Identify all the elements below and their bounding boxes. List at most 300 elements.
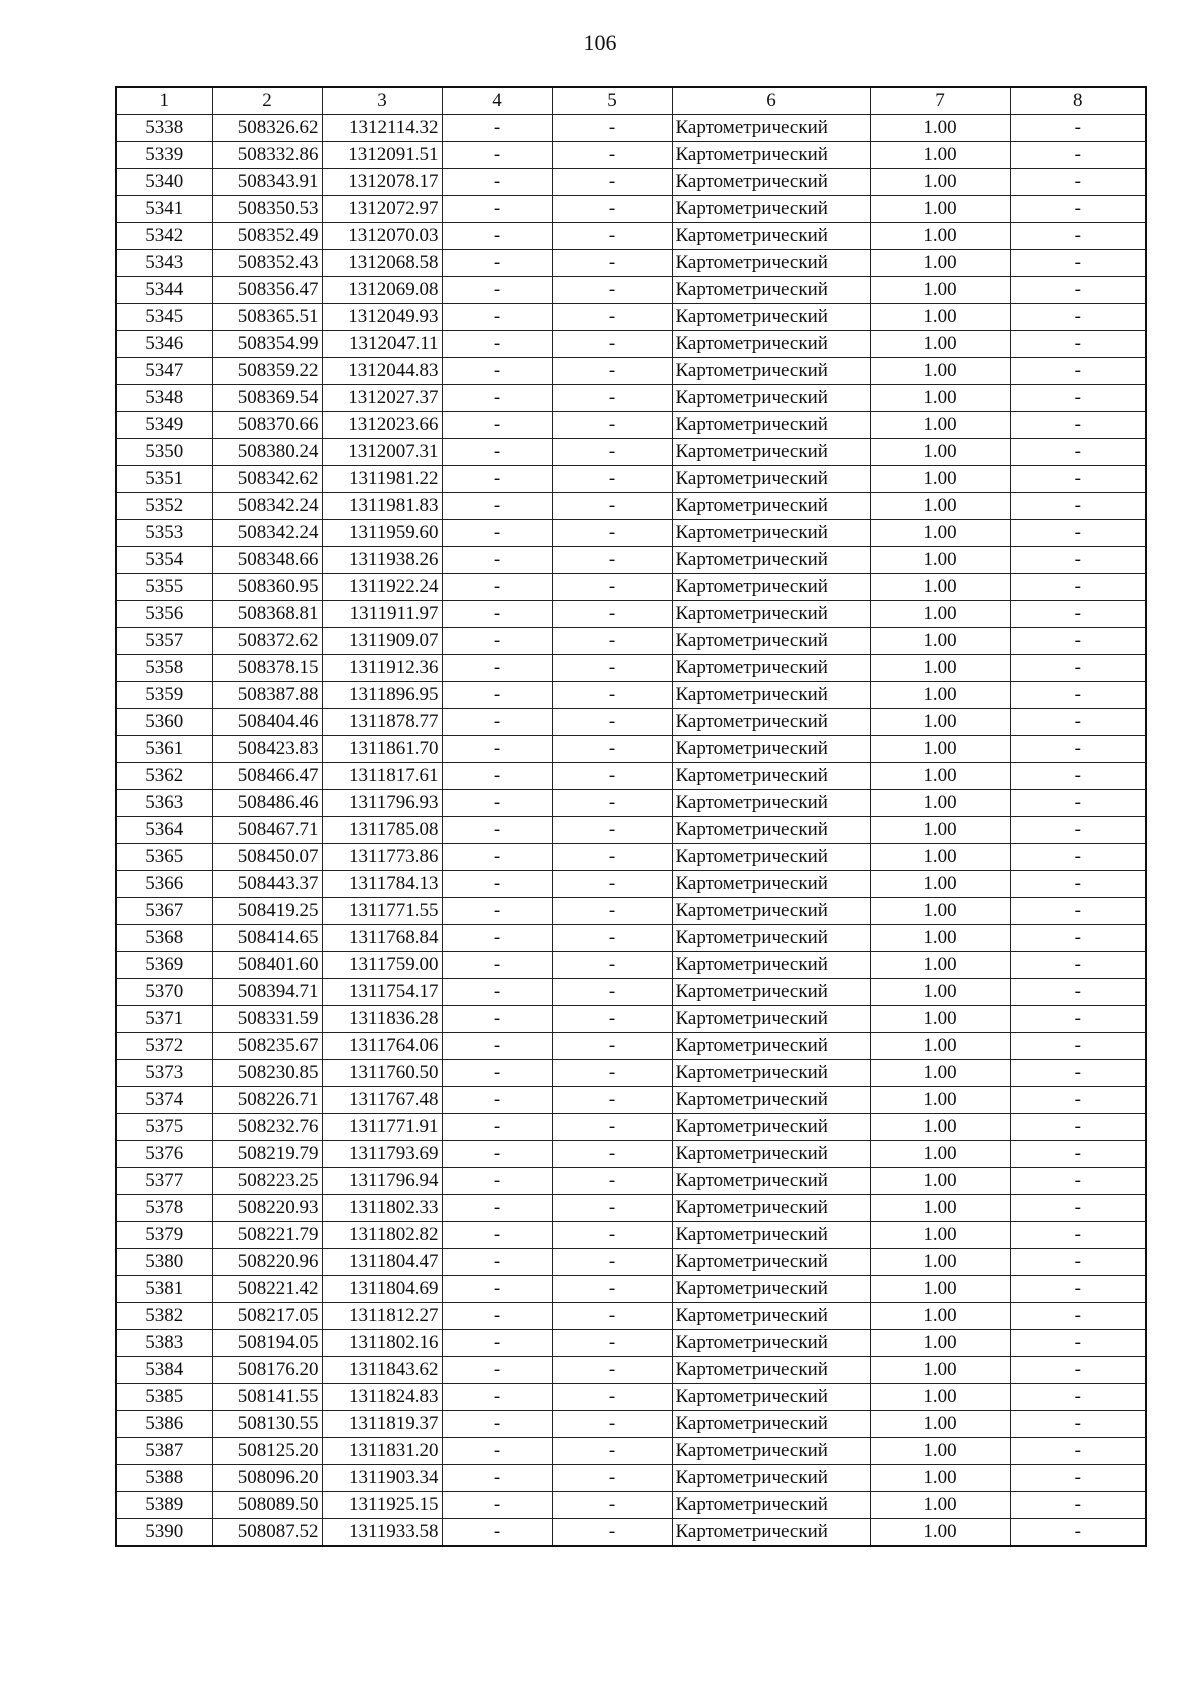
column-5-cell: - xyxy=(552,601,672,628)
point-number-cell: 5342 xyxy=(116,223,212,250)
table-row xyxy=(116,1492,1146,1519)
accuracy-cell: 1.00 xyxy=(870,304,1010,331)
y-coordinate-cell: 1311981.83 xyxy=(322,493,442,520)
table-row xyxy=(116,142,1146,169)
x-coordinate-cell: 508404.46 xyxy=(212,709,322,736)
y-coordinate-cell: 1311817.61 xyxy=(322,763,442,790)
accuracy-cell: 1.00 xyxy=(870,817,1010,844)
column-5-cell: - xyxy=(552,1060,672,1087)
column-4-cell: - xyxy=(442,1357,552,1384)
column-8-cell: - xyxy=(1010,709,1146,736)
point-number-cell: 5338 xyxy=(116,115,212,142)
table-row xyxy=(116,925,1146,952)
accuracy-cell: 1.00 xyxy=(870,1249,1010,1276)
column-5-cell: - xyxy=(552,1492,672,1519)
x-coordinate-cell: 508369.54 xyxy=(212,385,322,412)
column-4-cell: - xyxy=(442,331,552,358)
y-coordinate-cell: 1311938.26 xyxy=(322,547,442,574)
accuracy-cell: 1.00 xyxy=(870,655,1010,682)
column-4-cell: - xyxy=(442,682,552,709)
table-row xyxy=(116,196,1146,223)
column-5-cell: - xyxy=(552,304,672,331)
column-8-cell: - xyxy=(1010,1357,1146,1384)
y-coordinate-cell: 1311903.34 xyxy=(322,1465,442,1492)
column-8-cell: - xyxy=(1010,817,1146,844)
accuracy-cell: 1.00 xyxy=(870,385,1010,412)
column-8-cell: - xyxy=(1010,1438,1146,1465)
column-5-cell: - xyxy=(552,817,672,844)
column-5-cell: - xyxy=(552,574,672,601)
point-number-cell: 5339 xyxy=(116,142,212,169)
column-8-cell: - xyxy=(1010,1384,1146,1411)
method-cell: Картометрический xyxy=(672,1357,870,1384)
column-5-cell: - xyxy=(552,547,672,574)
table-row xyxy=(116,709,1146,736)
accuracy-cell: 1.00 xyxy=(870,925,1010,952)
x-coordinate-cell: 508372.62 xyxy=(212,628,322,655)
accuracy-cell: 1.00 xyxy=(870,979,1010,1006)
column-5-cell: - xyxy=(552,1249,672,1276)
y-coordinate-cell: 1311819.37 xyxy=(322,1411,442,1438)
column-8-cell: - xyxy=(1010,223,1146,250)
method-cell: Картометрический xyxy=(672,655,870,682)
table-row xyxy=(116,574,1146,601)
x-coordinate-cell: 508089.50 xyxy=(212,1492,322,1519)
x-coordinate-cell: 508342.24 xyxy=(212,520,322,547)
method-cell: Картометрический xyxy=(672,844,870,871)
method-cell: Картометрический xyxy=(672,1087,870,1114)
point-number-cell: 5381 xyxy=(116,1276,212,1303)
column-8-cell: - xyxy=(1010,304,1146,331)
column-5-cell: - xyxy=(552,1195,672,1222)
column-5-cell: - xyxy=(552,1006,672,1033)
table-row xyxy=(116,493,1146,520)
x-coordinate-cell: 508352.43 xyxy=(212,250,322,277)
column-8-cell: - xyxy=(1010,952,1146,979)
point-number-cell: 5346 xyxy=(116,331,212,358)
y-coordinate-cell: 1312078.17 xyxy=(322,169,442,196)
column-5-cell: - xyxy=(552,1114,672,1141)
table-row xyxy=(116,736,1146,763)
column-8-cell: - xyxy=(1010,277,1146,304)
column-5-cell: - xyxy=(552,1276,672,1303)
point-number-cell: 5372 xyxy=(116,1033,212,1060)
accuracy-cell: 1.00 xyxy=(870,1033,1010,1060)
method-cell: Картометрический xyxy=(672,736,870,763)
table-row xyxy=(116,1222,1146,1249)
y-coordinate-cell: 1312114.32 xyxy=(322,115,442,142)
column-8-cell: - xyxy=(1010,196,1146,223)
accuracy-cell: 1.00 xyxy=(870,1276,1010,1303)
table-row xyxy=(116,1033,1146,1060)
accuracy-cell: 1.00 xyxy=(870,277,1010,304)
column-5-cell: - xyxy=(552,250,672,277)
column-5-cell: - xyxy=(552,979,672,1006)
y-coordinate-cell: 1311796.93 xyxy=(322,790,442,817)
table-row xyxy=(116,439,1146,466)
table-row xyxy=(116,1060,1146,1087)
header-cell-1: 1 xyxy=(116,87,212,115)
column-8-cell: - xyxy=(1010,682,1146,709)
column-8-cell: - xyxy=(1010,871,1146,898)
table-row xyxy=(116,412,1146,439)
y-coordinate-cell: 1311804.47 xyxy=(322,1249,442,1276)
column-4-cell: - xyxy=(442,952,552,979)
point-number-cell: 5343 xyxy=(116,250,212,277)
accuracy-cell: 1.00 xyxy=(870,412,1010,439)
page-number: 106 xyxy=(583,30,617,55)
table-row xyxy=(116,277,1146,304)
table-row xyxy=(116,1303,1146,1330)
column-4-cell: - xyxy=(442,439,552,466)
table-row xyxy=(116,979,1146,1006)
accuracy-cell: 1.00 xyxy=(870,790,1010,817)
y-coordinate-cell: 1311759.00 xyxy=(322,952,442,979)
column-4-cell: - xyxy=(442,844,552,871)
point-number-cell: 5371 xyxy=(116,1006,212,1033)
column-8-cell: - xyxy=(1010,466,1146,493)
y-coordinate-cell: 1311793.69 xyxy=(322,1141,442,1168)
y-coordinate-cell: 1311767.48 xyxy=(322,1087,442,1114)
point-number-cell: 5390 xyxy=(116,1519,212,1547)
point-number-cell: 5387 xyxy=(116,1438,212,1465)
y-coordinate-cell: 1312023.66 xyxy=(322,412,442,439)
y-coordinate-cell: 1311831.20 xyxy=(322,1438,442,1465)
y-coordinate-cell: 1311836.28 xyxy=(322,1006,442,1033)
y-coordinate-cell: 1311911.97 xyxy=(322,601,442,628)
point-number-cell: 5388 xyxy=(116,1465,212,1492)
method-cell: Картометрический xyxy=(672,1519,870,1547)
column-4-cell: - xyxy=(442,790,552,817)
column-8-cell: - xyxy=(1010,736,1146,763)
method-cell: Картометрический xyxy=(672,925,870,952)
table-row xyxy=(116,115,1146,142)
column-5-cell: - xyxy=(552,1438,672,1465)
method-cell: Картометрический xyxy=(672,871,870,898)
method-cell: Картометрический xyxy=(672,1195,870,1222)
column-4-cell: - xyxy=(442,1438,552,1465)
point-number-cell: 5340 xyxy=(116,169,212,196)
column-4-cell: - xyxy=(442,763,552,790)
x-coordinate-cell: 508343.91 xyxy=(212,169,322,196)
method-cell: Картометрический xyxy=(672,466,870,493)
column-4-cell: - xyxy=(442,736,552,763)
method-cell: Картометрический xyxy=(672,277,870,304)
accuracy-cell: 1.00 xyxy=(870,142,1010,169)
method-cell: Картометрический xyxy=(672,196,870,223)
column-4-cell: - xyxy=(442,1033,552,1060)
method-cell: Картометрический xyxy=(672,1060,870,1087)
accuracy-cell: 1.00 xyxy=(870,1438,1010,1465)
header-cell-3: 3 xyxy=(322,87,442,115)
accuracy-cell: 1.00 xyxy=(870,1330,1010,1357)
method-cell: Картометрический xyxy=(672,1330,870,1357)
accuracy-cell: 1.00 xyxy=(870,1411,1010,1438)
x-coordinate-cell: 508125.20 xyxy=(212,1438,322,1465)
column-4-cell: - xyxy=(442,1249,552,1276)
accuracy-cell: 1.00 xyxy=(870,1222,1010,1249)
accuracy-cell: 1.00 xyxy=(870,223,1010,250)
column-4-cell: - xyxy=(442,493,552,520)
point-number-cell: 5369 xyxy=(116,952,212,979)
y-coordinate-cell: 1312091.51 xyxy=(322,142,442,169)
method-cell: Картометрический xyxy=(672,331,870,358)
column-4-cell: - xyxy=(442,817,552,844)
column-5-cell: - xyxy=(552,925,672,952)
x-coordinate-cell: 508387.88 xyxy=(212,682,322,709)
column-5-cell: - xyxy=(552,952,672,979)
table-row xyxy=(116,1438,1146,1465)
y-coordinate-cell: 1311804.69 xyxy=(322,1276,442,1303)
accuracy-cell: 1.00 xyxy=(870,250,1010,277)
column-5-cell: - xyxy=(552,1087,672,1114)
column-4-cell: - xyxy=(442,358,552,385)
column-4-cell: - xyxy=(442,196,552,223)
x-coordinate-cell: 508380.24 xyxy=(212,439,322,466)
table-row xyxy=(116,1384,1146,1411)
method-cell: Картометрический xyxy=(672,385,870,412)
x-coordinate-cell: 508194.05 xyxy=(212,1330,322,1357)
column-4-cell: - xyxy=(442,547,552,574)
column-4-cell: - xyxy=(442,520,552,547)
point-number-cell: 5384 xyxy=(116,1357,212,1384)
x-coordinate-cell: 508378.15 xyxy=(212,655,322,682)
point-number-cell: 5354 xyxy=(116,547,212,574)
column-5-cell: - xyxy=(552,1357,672,1384)
method-cell: Картометрический xyxy=(672,574,870,601)
column-4-cell: - xyxy=(442,655,552,682)
column-8-cell: - xyxy=(1010,763,1146,790)
column-5-cell: - xyxy=(552,682,672,709)
method-cell: Картометрический xyxy=(672,493,870,520)
column-5-cell: - xyxy=(552,1303,672,1330)
table-row xyxy=(116,1168,1146,1195)
column-5-cell: - xyxy=(552,1384,672,1411)
column-5-cell: - xyxy=(552,1465,672,1492)
column-4-cell: - xyxy=(442,1465,552,1492)
point-number-cell: 5361 xyxy=(116,736,212,763)
accuracy-cell: 1.00 xyxy=(870,169,1010,196)
point-number-cell: 5348 xyxy=(116,385,212,412)
point-number-cell: 5356 xyxy=(116,601,212,628)
method-cell: Картометрический xyxy=(672,358,870,385)
table-row xyxy=(116,1519,1146,1547)
column-5-cell: - xyxy=(552,1519,672,1547)
column-8-cell: - xyxy=(1010,925,1146,952)
column-4-cell: - xyxy=(442,1303,552,1330)
column-4-cell: - xyxy=(442,304,552,331)
table-row xyxy=(116,169,1146,196)
method-cell: Картометрический xyxy=(672,1492,870,1519)
point-number-cell: 5366 xyxy=(116,871,212,898)
accuracy-cell: 1.00 xyxy=(870,466,1010,493)
point-number-cell: 5357 xyxy=(116,628,212,655)
column-5-cell: - xyxy=(552,439,672,466)
y-coordinate-cell: 1311896.95 xyxy=(322,682,442,709)
column-4-cell: - xyxy=(442,601,552,628)
y-coordinate-cell: 1311812.27 xyxy=(322,1303,442,1330)
table-row xyxy=(116,1357,1146,1384)
point-number-cell: 5353 xyxy=(116,520,212,547)
accuracy-cell: 1.00 xyxy=(870,871,1010,898)
point-number-cell: 5352 xyxy=(116,493,212,520)
accuracy-cell: 1.00 xyxy=(870,628,1010,655)
point-number-cell: 5382 xyxy=(116,1303,212,1330)
method-cell: Картометрический xyxy=(672,628,870,655)
table-row xyxy=(116,1411,1146,1438)
y-coordinate-cell: 1311784.13 xyxy=(322,871,442,898)
x-coordinate-cell: 508217.05 xyxy=(212,1303,322,1330)
column-8-cell: - xyxy=(1010,520,1146,547)
coordinates-table xyxy=(115,86,1147,1547)
header-cell-8: 8 xyxy=(1010,87,1146,115)
y-coordinate-cell: 1311981.22 xyxy=(322,466,442,493)
column-4-cell: - xyxy=(442,574,552,601)
table-row xyxy=(116,1114,1146,1141)
x-coordinate-cell: 508141.55 xyxy=(212,1384,322,1411)
accuracy-cell: 1.00 xyxy=(870,1357,1010,1384)
table-row xyxy=(116,358,1146,385)
header-cell-6: 6 xyxy=(672,87,870,115)
x-coordinate-cell: 508350.53 xyxy=(212,196,322,223)
point-number-cell: 5347 xyxy=(116,358,212,385)
x-coordinate-cell: 508232.76 xyxy=(212,1114,322,1141)
column-4-cell: - xyxy=(442,1006,552,1033)
header-cell-4: 4 xyxy=(442,87,552,115)
column-8-cell: - xyxy=(1010,628,1146,655)
column-4-cell: - xyxy=(442,709,552,736)
method-cell: Картометрический xyxy=(672,1006,870,1033)
method-cell: Картометрический xyxy=(672,1384,870,1411)
x-coordinate-cell: 508226.71 xyxy=(212,1087,322,1114)
method-cell: Картометрический xyxy=(672,979,870,1006)
point-number-cell: 5377 xyxy=(116,1168,212,1195)
column-4-cell: - xyxy=(442,115,552,142)
y-coordinate-cell: 1311802.16 xyxy=(322,1330,442,1357)
column-4-cell: - xyxy=(442,1195,552,1222)
x-coordinate-cell: 508342.24 xyxy=(212,493,322,520)
table-row xyxy=(116,223,1146,250)
column-4-cell: - xyxy=(442,385,552,412)
x-coordinate-cell: 508221.79 xyxy=(212,1222,322,1249)
point-number-cell: 5349 xyxy=(116,412,212,439)
column-4-cell: - xyxy=(442,979,552,1006)
x-coordinate-cell: 508220.96 xyxy=(212,1249,322,1276)
y-coordinate-cell: 1312072.97 xyxy=(322,196,442,223)
y-coordinate-cell: 1311754.17 xyxy=(322,979,442,1006)
x-coordinate-cell: 508394.71 xyxy=(212,979,322,1006)
column-8-cell: - xyxy=(1010,898,1146,925)
column-4-cell: - xyxy=(442,1087,552,1114)
x-coordinate-cell: 508221.42 xyxy=(212,1276,322,1303)
method-cell: Картометрический xyxy=(672,250,870,277)
x-coordinate-cell: 508223.25 xyxy=(212,1168,322,1195)
method-cell: Картометрический xyxy=(672,1249,870,1276)
table-row xyxy=(116,1006,1146,1033)
column-8-cell: - xyxy=(1010,1222,1146,1249)
x-coordinate-cell: 508467.71 xyxy=(212,817,322,844)
accuracy-cell: 1.00 xyxy=(870,1465,1010,1492)
y-coordinate-cell: 1311796.94 xyxy=(322,1168,442,1195)
column-8-cell: - xyxy=(1010,1303,1146,1330)
x-coordinate-cell: 508096.20 xyxy=(212,1465,322,1492)
accuracy-cell: 1.00 xyxy=(870,115,1010,142)
point-number-cell: 5364 xyxy=(116,817,212,844)
accuracy-cell: 1.00 xyxy=(870,682,1010,709)
table-row xyxy=(116,331,1146,358)
column-4-cell: - xyxy=(442,466,552,493)
y-coordinate-cell: 1312047.11 xyxy=(322,331,442,358)
column-8-cell: - xyxy=(1010,1411,1146,1438)
y-coordinate-cell: 1311768.84 xyxy=(322,925,442,952)
table-row xyxy=(116,601,1146,628)
table-row xyxy=(116,898,1146,925)
column-8-cell: - xyxy=(1010,169,1146,196)
accuracy-cell: 1.00 xyxy=(870,1114,1010,1141)
method-cell: Картометрический xyxy=(672,790,870,817)
table-row xyxy=(116,547,1146,574)
table-row xyxy=(116,1087,1146,1114)
column-8-cell: - xyxy=(1010,250,1146,277)
header-cell-7: 7 xyxy=(870,87,1010,115)
y-coordinate-cell: 1311771.55 xyxy=(322,898,442,925)
x-coordinate-cell: 508419.25 xyxy=(212,898,322,925)
x-coordinate-cell: 508230.85 xyxy=(212,1060,322,1087)
accuracy-cell: 1.00 xyxy=(870,898,1010,925)
y-coordinate-cell: 1311802.82 xyxy=(322,1222,442,1249)
column-4-cell: - xyxy=(442,1276,552,1303)
x-coordinate-cell: 508443.37 xyxy=(212,871,322,898)
x-coordinate-cell: 508423.83 xyxy=(212,736,322,763)
method-cell: Картометрический xyxy=(672,115,870,142)
column-8-cell: - xyxy=(1010,1276,1146,1303)
y-coordinate-cell: 1312007.31 xyxy=(322,439,442,466)
column-8-cell: - xyxy=(1010,1492,1146,1519)
y-coordinate-cell: 1312069.08 xyxy=(322,277,442,304)
column-5-cell: - xyxy=(552,331,672,358)
method-cell: Картометрический xyxy=(672,1438,870,1465)
point-number-cell: 5345 xyxy=(116,304,212,331)
x-coordinate-cell: 508368.81 xyxy=(212,601,322,628)
column-8-cell: - xyxy=(1010,1465,1146,1492)
header-cell-5: 5 xyxy=(552,87,672,115)
column-4-cell: - xyxy=(442,1168,552,1195)
point-number-cell: 5380 xyxy=(116,1249,212,1276)
y-coordinate-cell: 1311922.24 xyxy=(322,574,442,601)
x-coordinate-cell: 508235.67 xyxy=(212,1033,322,1060)
method-cell: Картометрический xyxy=(672,1141,870,1168)
column-8-cell: - xyxy=(1010,115,1146,142)
point-number-cell: 5358 xyxy=(116,655,212,682)
column-5-cell: - xyxy=(552,1141,672,1168)
column-4-cell: - xyxy=(442,1384,552,1411)
y-coordinate-cell: 1311764.06 xyxy=(322,1033,442,1060)
method-cell: Картометрический xyxy=(672,1168,870,1195)
column-5-cell: - xyxy=(552,844,672,871)
accuracy-cell: 1.00 xyxy=(870,952,1010,979)
point-number-cell: 5375 xyxy=(116,1114,212,1141)
table-row xyxy=(116,655,1146,682)
method-cell: Картометрический xyxy=(672,1222,870,1249)
y-coordinate-cell: 1312044.83 xyxy=(322,358,442,385)
point-number-cell: 5368 xyxy=(116,925,212,952)
accuracy-cell: 1.00 xyxy=(870,601,1010,628)
point-number-cell: 5367 xyxy=(116,898,212,925)
point-number-cell: 5341 xyxy=(116,196,212,223)
column-4-cell: - xyxy=(442,169,552,196)
column-5-cell: - xyxy=(552,142,672,169)
y-coordinate-cell: 1311771.91 xyxy=(322,1114,442,1141)
